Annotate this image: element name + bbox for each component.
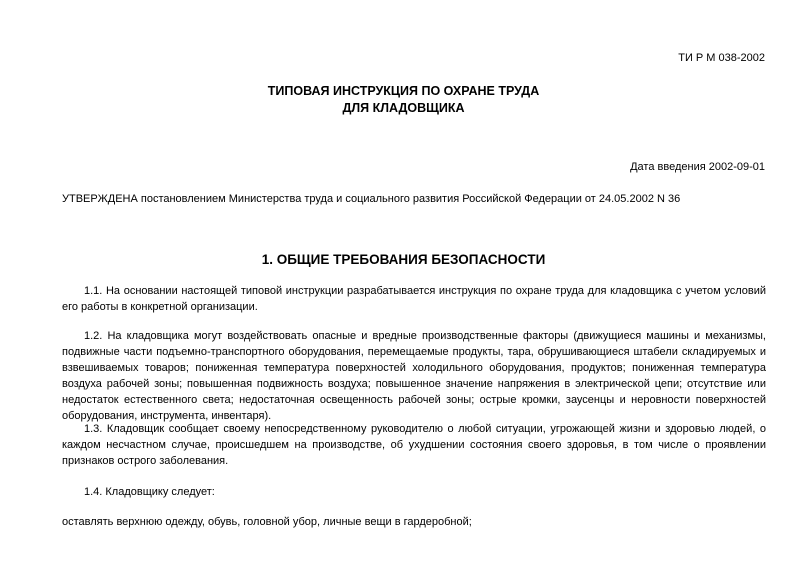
- effective-date: Дата введения 2002-09-01: [630, 161, 765, 173]
- approval-note: УТВЕРЖДЕНА постановлением Министерства труда и социального развития Российской Федерации от 24.05.2002 N 36: [62, 193, 681, 205]
- paragraph-1-1: [62, 283, 766, 315]
- paragraph-1-2: [62, 328, 766, 424]
- document-title-line-2: ДЛЯ КЛАДОВЩИКА: [342, 101, 465, 115]
- paragraph-1-4-text: 1.4. Кладовщику следует:: [84, 486, 215, 498]
- section-title: 1. ОБЩИЕ ТРЕБОВАНИЯ БЕЗОПАСНОСТИ: [261, 252, 546, 267]
- list-item-clothing-text: оставлять верхнюю одежду, обувь, головной убор, личные вещи в гардеробной;: [62, 516, 472, 528]
- paragraph-1-3-text: 1.3. Кладовщик сообщает своему непосредственному руководителю о любой ситуации, угрожающей жизни и здоровью людей, о каждом несчастном случае, происшедшем на производстве, об ухудшении состояния своего здоровья, в том числе о проявлении признаков острого заболевания.: [62, 423, 766, 467]
- paragraph-1-4: [62, 484, 766, 500]
- paragraph-1-1-text: 1.1. На основании настоящей типовой инструкции разрабатывается инструкция по охране труда для кладовщика с учетом условий его работы в конкретной организации.: [62, 285, 766, 313]
- paragraph-1-2-text: 1.2. На кладовщика могут воздействовать опасные и вредные производственные факторы (движущиеся машины и механизмы, подвижные части подъемно-транспортного оборудования, перемещаемые продукты, тара, обрушивающиеся штабели складируемых и взвешиваемых товаров; пониженная температура поверхностей холодильного оборудования, продуктов; пониженная температура воздуха рабочей зоны; повышенная подвижность воздуха; повышенное значение напряжения в электрической цепи; отсутствие или недостаток естественного света; недостаточная освещенность рабочей зоны; острые кромки, заусенцы и неровности поверхностей оборудования, инструмента, инвентаря).: [62, 330, 766, 422]
- paragraph-1-3: [62, 421, 766, 469]
- document-title: [0, 83, 807, 117]
- list-item-clothing: [62, 514, 766, 530]
- document-code: ТИ Р М 038-2002: [678, 52, 765, 64]
- document-title-line-1: ТИПОВАЯ ИНСТРУКЦИЯ ПО ОХРАНЕ ТРУДА: [267, 84, 540, 98]
